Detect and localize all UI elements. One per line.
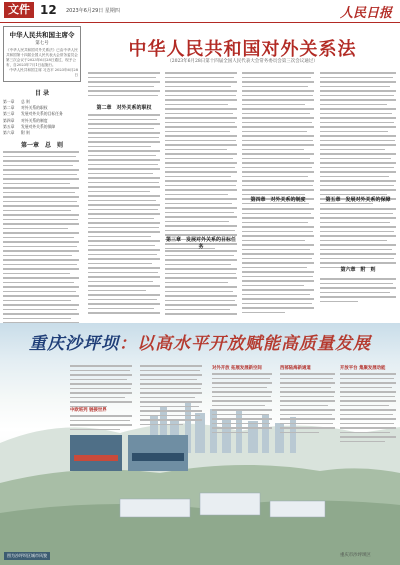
- advert-subhead: 中欧班列 链接世界: [70, 408, 107, 413]
- toc-item-number: 第六章: [3, 130, 15, 136]
- article-column-3: [242, 72, 314, 207]
- masthead: [0, 0, 400, 23]
- article-column-4c: [320, 278, 396, 305]
- advert-text-column-4: [280, 373, 335, 436]
- page-number: 12: [40, 3, 57, 17]
- law-adoption-note: （2023年6月28日第十四届全国人民代表大会常务委员会第三次会议通过）: [167, 59, 318, 64]
- advert-text-column-1: [70, 365, 132, 410]
- chapter-4-heading: 第四章 对外关系的制度: [250, 197, 306, 203]
- law-title: 中华人民共和国对外关系法: [128, 39, 357, 60]
- advert-text-column-2: [140, 365, 202, 428]
- newspaper-logo: 人民日报: [339, 6, 392, 21]
- toc-item-title: 对外关系的职权: [21, 105, 48, 111]
- advert-sponsor: 重庆市沙坪坝区: [340, 553, 371, 558]
- toc-item-title: 对外关系的制度: [21, 117, 48, 123]
- chapter-6-heading: 第六章 附 则: [340, 267, 376, 273]
- toc-item-number: 第五章: [3, 123, 15, 129]
- advert-subhead: 对外开放 拓展发展新空间: [212, 366, 262, 371]
- chapter-1-heading: 第一章 总 则: [20, 142, 63, 150]
- article-column-3b: [242, 208, 314, 316]
- advert-title-slogan: ：以高水平开放赋能高质量发展: [119, 334, 371, 354]
- toc-item-title: 发展对外关系的目标任务: [21, 111, 63, 117]
- toc-title: 目 录: [34, 90, 50, 97]
- advert-text-column-3: [212, 373, 272, 436]
- toc-item-number: 第二章: [3, 105, 15, 111]
- chapter-1-text: [3, 151, 79, 328]
- toc-item-title: 附 则: [21, 130, 30, 136]
- article-column-1: [88, 72, 160, 99]
- advert-title-place: 重庆沙坪坝: [29, 334, 119, 354]
- advert-photo-caption: 图为沙坪坝区城市风貌: [4, 552, 50, 560]
- order-number: 第七号: [35, 41, 49, 46]
- advert-text-column-1b: [70, 415, 132, 433]
- toc-item-number: 第三章: [3, 111, 15, 117]
- order-title: 中华人民共和国主席令: [9, 31, 75, 39]
- article-column-2b: [165, 250, 237, 318]
- toc-item-title: 发展对外关系的保障: [21, 123, 56, 129]
- article-column-1b: [88, 114, 160, 317]
- advert-title: [0, 329, 400, 354]
- publication-date: 2023年6月29日 星期四: [66, 8, 120, 14]
- article-column-4: [320, 72, 396, 207]
- toc-item-title: 总 则: [21, 99, 30, 104]
- chapter-3-heading: 第三章 发展对外关系的目标任务: [165, 237, 236, 250]
- advert-subhead: 西部陆海新通道: [280, 366, 311, 371]
- toc-item-number: 第四章: [3, 117, 15, 123]
- advert-subhead: 开放平台 集聚发展动能: [340, 366, 386, 371]
- left-column: [3, 26, 81, 331]
- toc-item-number: 第一章: [3, 99, 15, 104]
- toc-item: [3, 130, 81, 136]
- chapter-2-heading: 第二章 对外关系的职权: [96, 105, 152, 111]
- table-of-contents: [3, 99, 81, 136]
- advert-text-column-5: [340, 373, 396, 445]
- order-signature: 中华人民共和国主席 习近平 2023年6月28日: [9, 68, 78, 77]
- presidential-order-box: [3, 26, 81, 82]
- article-column-2: [165, 72, 237, 252]
- chapter-5-heading: 第五章 发展对外关系的保障: [325, 197, 391, 203]
- section-tag: 文件: [4, 2, 34, 18]
- shapingba-advertisement: [0, 323, 400, 565]
- article-column-4b: [320, 208, 396, 271]
- order-text: 《中华人民共和国对外关系法》已由中华人民共和国第十四届全国人民代表大会常务委员会第三次会议于2023年6月28日通过，现予公布，自2023年7月1日起施行。: [6, 48, 78, 67]
